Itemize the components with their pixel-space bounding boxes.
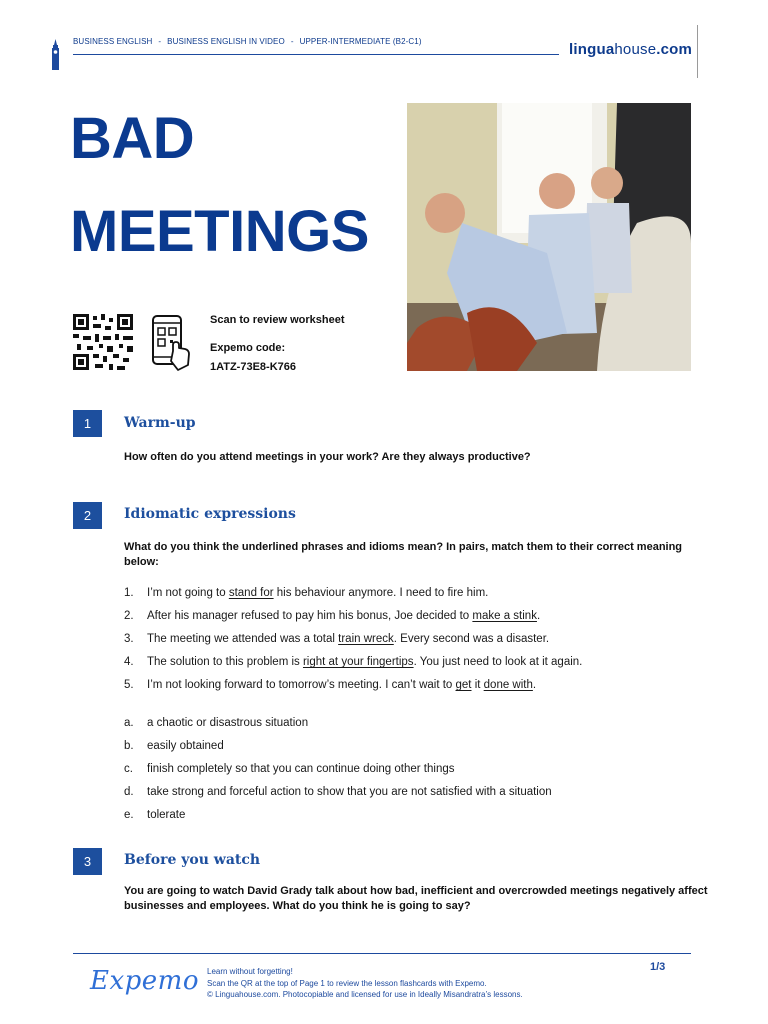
expemo-logo[interactable]: Expemo <box>90 966 199 996</box>
item-number: 2. <box>124 610 134 622</box>
item-letter: d. <box>124 786 134 798</box>
header-divider <box>73 54 559 55</box>
expemo-code-label: Expemo code: <box>210 342 286 354</box>
list-item <box>124 586 714 609</box>
list-item <box>124 632 714 655</box>
list-item <box>124 739 714 762</box>
sentence-text: After his manager refused to pay him his bonus, Joe decided to <box>147 610 473 622</box>
logo-bold-part: lingua <box>569 41 615 58</box>
meaning-text: a chaotic or disastrous situation <box>147 717 309 729</box>
page-title <box>70 92 400 278</box>
item-letter: e. <box>124 809 134 821</box>
expemo-code-value: 1ATZ-73E8-K766 <box>210 361 296 373</box>
footer-text <box>207 966 627 1001</box>
sentence-text: . You just need to look at it again. <box>413 656 583 668</box>
item-number: 5. <box>124 679 134 691</box>
qr-code-icon[interactable] <box>73 314 133 370</box>
meaning-text: take strong and forceful action to show that you are not satisfied with a situation <box>147 786 552 798</box>
idioms-instruction: What do you think the underlined phrases and idioms mean? In pairs, match them to their correct meaning below: <box>124 541 683 568</box>
breadcrumb-separator: - <box>290 37 294 46</box>
logo-tld: .com <box>656 41 693 58</box>
big-ben-icon <box>50 39 61 70</box>
item-number: 3. <box>124 633 134 645</box>
item-letter: c. <box>124 763 133 775</box>
phone-scan-icon <box>151 315 191 371</box>
item-letter: b. <box>124 740 134 752</box>
section-number-1: 1 <box>73 410 102 437</box>
list-item <box>124 678 714 701</box>
underlined-idiom: done with <box>483 679 533 691</box>
underlined-idiom: train wreck <box>338 633 394 645</box>
sentence-text: . Every second was a disaster. <box>393 633 550 645</box>
breadcrumb-item[interactable]: BUSINESS ENGLISH <box>73 37 153 46</box>
breadcrumb-item[interactable]: BUSINESS ENGLISH IN VIDEO <box>167 37 285 46</box>
sentence-text: his behaviour anymore. I need to fire him. <box>273 587 489 599</box>
section-number-3: 3 <box>73 848 102 875</box>
list-item <box>124 785 714 808</box>
footer-instruction: Scan the QR at the top of Page 1 to review the lesson flashcards with Expemo. <box>207 978 487 988</box>
linguahouse-logo[interactable] <box>569 41 692 58</box>
item-number: 1. <box>124 587 134 599</box>
meaning-text: easily obtained <box>147 740 224 752</box>
item-letter: a. <box>124 717 134 729</box>
sentence-text: The solution to this problem is <box>147 656 303 668</box>
before-you-watch-prompt: You are going to watch David Grady talk about how bad, inefficient and overcrowded meetings negatively affect businesses and employees. What do you think he is going to say? <box>124 885 708 912</box>
section-title-before-you-watch: Before you watch <box>124 852 261 868</box>
scan-label: Scan to review worksheet <box>210 314 345 326</box>
breadcrumb-item[interactable]: UPPER-INTERMEDIATE (B2-C1) <box>299 37 422 46</box>
item-number: 4. <box>124 656 134 668</box>
page-number: 1/3 <box>650 961 666 973</box>
underlined-idiom: stand for <box>228 587 274 599</box>
footer-divider <box>73 953 691 954</box>
section-number-2: 2 <box>73 502 102 529</box>
meaning-list <box>124 716 714 831</box>
sentence-text: it <box>471 679 484 691</box>
list-item <box>124 762 714 785</box>
sentence-text: . <box>532 679 537 691</box>
footer-copyright: © Linguahouse.com. Photocopiable and licensed for use in Ideally Misandratra’s lessons. <box>207 990 523 999</box>
section-title-warm-up: Warm-up <box>124 415 196 431</box>
title-line-1: BAD <box>70 106 195 171</box>
meaning-text: finish completely so that you can continue doing other things <box>147 763 455 775</box>
breadcrumb <box>73 37 422 46</box>
sentence-text: I’m not going to <box>147 587 229 599</box>
underlined-idiom: make a stink <box>472 610 537 622</box>
meeting-photo <box>407 103 691 371</box>
logo-divider <box>697 25 698 78</box>
underlined-idiom: right at your fingertips <box>302 656 414 668</box>
title-line-2: MEETINGS <box>70 199 369 264</box>
logo-light-part: house <box>614 41 657 58</box>
section-title-idiomatic-expressions: Idiomatic expressions <box>124 506 296 522</box>
list-item <box>124 655 714 678</box>
warm-up-question: How often do you attend meetings in your work? Are they always productive? <box>124 451 531 463</box>
sentence-text: I’m not looking forward to tomorrow’s meeting. I can’t wait to <box>147 679 456 691</box>
breadcrumb-separator: - <box>158 37 162 46</box>
meaning-text: tolerate <box>147 809 186 821</box>
sentence-text: The meeting we attended was a total <box>147 633 339 645</box>
list-item <box>124 609 714 632</box>
list-item <box>124 716 714 739</box>
list-item <box>124 808 714 831</box>
underlined-idiom: get <box>455 679 472 691</box>
sentence-text: . <box>536 610 541 622</box>
sentence-list <box>124 586 714 701</box>
footer-tagline: Learn without forgetting! <box>207 967 293 976</box>
